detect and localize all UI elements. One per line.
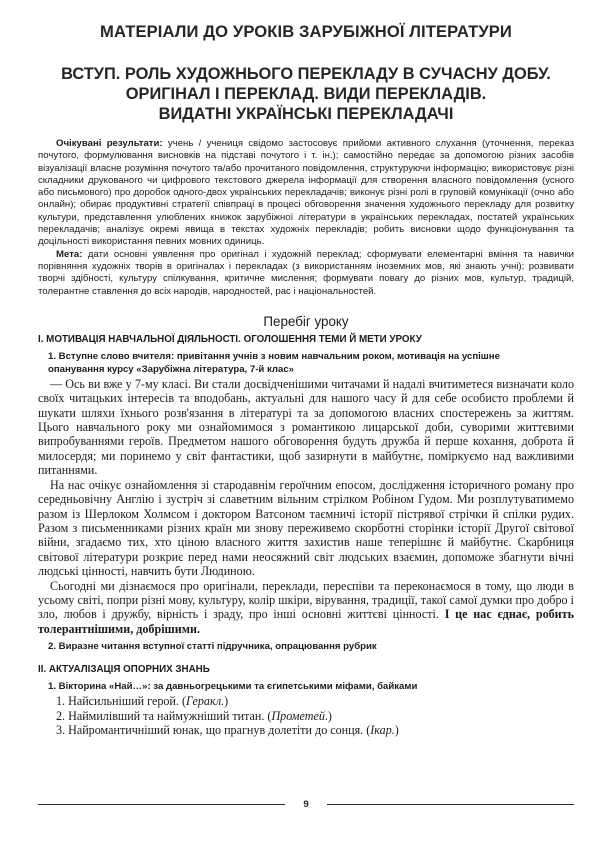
- expected-results-paragraph: [38, 138, 574, 249]
- subsection-heading: 2. Виразне читання вступної статті підручника, опрацювання рубрик: [48, 641, 377, 653]
- goal-paragraph: [38, 249, 574, 298]
- quiz-question: 1. Найсильніший герой. (: [56, 694, 186, 709]
- footer-rule-left: [38, 804, 285, 805]
- quiz-answer: Геракл.: [185, 694, 225, 709]
- subsection-heading: [38, 350, 574, 376]
- quiz-paren: ): [394, 722, 399, 737]
- speech-paragraph: На нас очікує ознайомлення зі стародавнім героїчним епосом, дослідження історичного роману про середньовічну Англію і зустріч зі славетним вільним стрілком Робіном Гудом. Ми розплутуватимемо разом із Шерлоком Холмсом і доктором Ватсоном таємничі історії пістрявої стрічки й спілки рудих. Разом з письменниками різних країн ми знову переживемо скорботні сторінки історії Другої світової війни, згадаємо тих, хто ціною власного життя захистив наше теперішнє й майбутнє. Скарбниця світової літератури розкриє перед нами неосяжний світ людських взаємин, допоможе збагнути вічні людські цінності, навчить бути Людиною.: [38, 477, 574, 579]
- quiz-paren: ): [224, 694, 229, 709]
- page: [38, 0, 574, 810]
- speech-paragraph: [38, 579, 574, 637]
- subsection-heading-line: 1. Вступне слово вчителя: привітання учнів з новим навчальним роком, мотивація на успішне: [48, 350, 500, 362]
- speech-paragraph: — Ось ви вже у 7-му класі. Ви стали досвідченішими читачами й надалі вчитиметеся визначати коло своїх читацьких інтересів та вподобань, актуальні для нашого часу й для себе особисто проблеми й шукати шляхи їхнього розв'язання в літературі та за допомогою власних спостережень за життям. Цього навчального року ми ознайомимося з романтикою лицарської доби, суворими життєвими випробуваннями героїв. Предметом нашого обговорення будуть дружба й перше кохання, доброта й милосердя; ми поринемо у світ фантастики, щоб зазирнути в майбутнє, поміркуємо над важливими питаннями.: [38, 376, 574, 478]
- goal-label: Мета:: [56, 248, 83, 260]
- speech-text: Сьогодні ми дізнаємося про оригінали, переклади, переспіви та переконаємося в тому, що люди в усьому світі, попри різні мову, культуру, колір шкіри, вірування, традиції, такої самої думки про добро і зло, любов і дружбу, вірність і зраду, про інші основні життєві цінності.: [38, 578, 574, 622]
- quiz-item: [56, 694, 574, 708]
- subsection-heading-line: опанування курсу «Зарубіжна література, 7-й клас»: [48, 363, 295, 375]
- subsection-heading: 1. Вікторина «Най…»: за давньогрецькими та єгипетськими міфами, байками: [48, 681, 418, 693]
- objectives-block: [38, 138, 574, 298]
- quiz-paren: .): [324, 708, 332, 723]
- quiz-item: [56, 709, 574, 723]
- quiz-list: [38, 694, 574, 737]
- section-heading: I. МОТИВАЦІЯ НАВЧАЛЬНОЇ ДІЯЛЬНОСТІ. ОГОЛОШЕННЯ ТЕМИ Й МЕТИ УРОКУ: [38, 333, 422, 345]
- quiz-question: 3. Найромантичніший юнак, що прагнув долетіти до сонця. (: [56, 722, 371, 737]
- lesson-course-heading: Перебіг уроку: [263, 313, 349, 329]
- teacher-speech: [38, 377, 574, 636]
- page-footer: [38, 796, 574, 812]
- expected-results-label: Очікувані результати:: [56, 138, 163, 149]
- quiz-answer: Прометей: [271, 708, 325, 723]
- lesson-title-line: ОРИГІНАЛ І ПЕРЕКЛАД. ВИДИ ПЕРЕКЛАДІВ.: [125, 85, 487, 103]
- goal-text: дати основні уявлення про оригінал і художній переклад; сформувати елементарні вміння та навички порівняння художніх творів в оригіналах і перекладах (з використанням іноземних мов, які знають учні); розвивати творчі здібності, культуру спілкування, критичне мислення; формувати повагу до різних мов, культур, традицій, толерантне ставлення до всіх народів, народностей, рас і національностей.: [38, 248, 574, 297]
- running-head: МАТЕРІАЛИ ДО УРОКІВ ЗАРУБІЖНОЇ ЛІТЕРАТУРИ: [100, 22, 512, 41]
- quiz-question: 2. Наймилівший та наймужніший титан. (: [56, 708, 272, 723]
- footer-rule-right: [327, 804, 574, 805]
- lesson-title-line: ВИДАТНІ УКРАЇНСЬКІ ПЕРЕКЛАДАЧІ: [158, 105, 454, 123]
- page-number: 9: [303, 798, 309, 810]
- section-heading: II. АКТУАЛІЗАЦІЯ ОПОРНИХ ЗНАНЬ: [38, 664, 210, 676]
- lesson-title-line: ВСТУП. РОЛЬ ХУДОЖНЬОГО ПЕРЕКЛАДУ В СУЧАСНУ ДОБУ.: [61, 65, 551, 83]
- expected-results-text: учень / учениця свідомо застосовує прийоми активного слухання (уточнення, переказ почутого, формулювання висновків на підставі почутого і т. ін.); самостійно передає за допомогою різних засобів візуалізації власне розуміння почутого та/або прочитаного повідомлення, структуруючи інформацію; використовує різні складники друкованого чи цифрового текстового джерела інформації для створення власного повідомлення (усного або письмового) про доробок одного-двох українських перекладачів; виконує різні ролі в груповій комунікації (очно або онлайн); обирає продуктивні стратегії співпраці в процесі обговорення значення художнього перекладу для розвитку культури, представлення улюблених книжок зарубіжної літератури в українських перекладах, постатей українських перекладачів; аналізує окремі явища в текстах художніх перекладів; робить висновки щодо функціонування та доцільності використання певних мовних одиниць.: [38, 138, 574, 248]
- quiz-answer: Ікар.: [370, 722, 395, 737]
- lesson-title: [38, 64, 574, 124]
- quiz-item: [56, 723, 574, 737]
- speech-emphasis: І це нас єднає, робить толерантнішими, добрішими.: [38, 607, 574, 636]
